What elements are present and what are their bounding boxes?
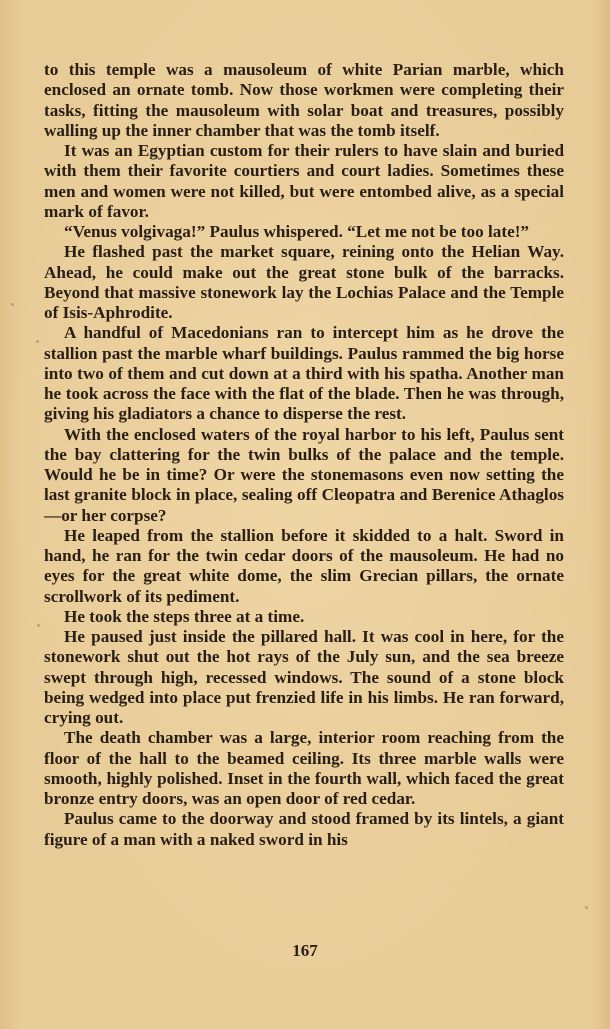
paragraph: He flashed past the market square, reining onto the Helian Way. Ahead, he could make out the great stone bulk of the barracks. Beyond that massive stonework lay the Lochias Palace and the Temple of Isis-Aphrodite.	[44, 242, 564, 322]
paper-speck	[11, 303, 14, 306]
paper-speck	[585, 906, 588, 909]
paragraph: to this temple was a mausoleum of white Parian marble, which enclosed an ornate tomb. Now those workmen were completing their tasks, fitting the mausoleum with solar boat and treasures, possibly walling up the inner chamber that was the tomb itself.	[44, 60, 564, 140]
body-text	[44, 60, 564, 850]
paragraph: With the enclosed waters of the royal harbor to his left, Paulus sent the bay clattering for the twin bulks of the palace and the temple. Would he be in time? Or were the stonemasons even now setting the last granite block in place, sealing off Cleopatra and Berenice Athaglos—or her corpse?	[44, 424, 564, 525]
paragraph: The death chamber was a large, interior room reaching from the floor of the hall to the beamed ceiling. Its three marble walls were smooth, highly polished. Inset in the fourth wall, which faced the great bronze entry doors, was an open door of red cedar.	[44, 728, 564, 808]
paragraph: He took the steps three at a time.	[64, 606, 305, 626]
paper-speck	[36, 340, 39, 343]
page-number: 167	[292, 941, 318, 960]
paragraph: He paused just inside the pillared hall. It was cool in here, for the stonework shut out the hot rays of the July sun, and the sea breeze swept through high, recessed windows. The sound of a stone block being wedged into place put frenzied life in his limbs. He ran forward, crying out.	[44, 627, 564, 727]
paragraph: A handful of Macedonians ran to intercept him as he drove the stallion past the marble wharf buildings. Paulus rammed the big horse into two of them and cut down at a third with his spatha. Another man he took across the face with the flat of the blade. Then he was through, giving his gladiators a chance to disperse the rest.	[44, 323, 564, 424]
paper-speck	[37, 624, 40, 627]
paragraph: “Venus volgivaga!” Paulus whispered. “Let me not be too late!”	[64, 222, 530, 241]
paragraph: Paulus came to the doorway and stood framed by its lintels, a giant figure of a man with a naked sword in his	[44, 809, 564, 849]
paragraph: It was an Egyptian custom for their rulers to have slain and buried with them their favorite courtiers and court ladies. Sometimes these men and women were not killed, but were entombed alive, as a special mark of favor.	[44, 141, 564, 221]
paragraph: He leaped from the stallion before it skidded to a halt. Sword in hand, he ran for the twin cedar doors of the mausoleum. He had no eyes for the great white dome, the slim Grecian pillars, the ornate scrollwork of its pediment.	[44, 525, 564, 606]
